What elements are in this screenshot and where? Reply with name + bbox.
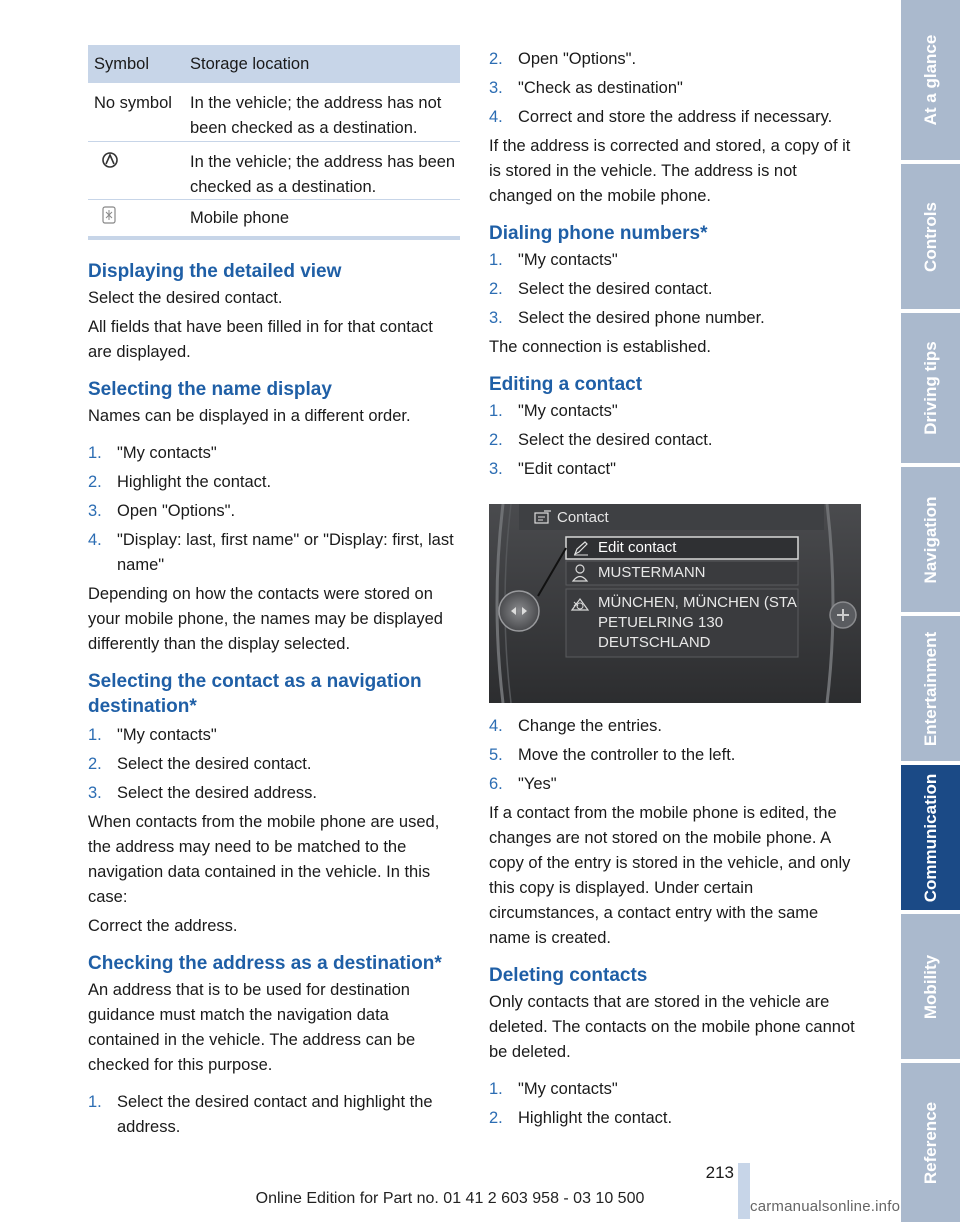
tab-mobility[interactable]: Mobility — [901, 914, 960, 1059]
heading-editing: Editing a contact — [489, 374, 643, 395]
paragraph: All fields that have been filled in for that contact are displayed. — [88, 318, 433, 361]
steps-dialing — [489, 248, 861, 331]
list-item: 1. "My contacts" — [88, 726, 217, 744]
header-symbol: Symbol — [94, 54, 150, 73]
screen-item-edit-contact[interactable]: Edit contact — [598, 539, 677, 556]
paragraph: Correct the address. — [88, 917, 238, 935]
screen-item-address-country: DEUTSCHLAND — [598, 634, 711, 651]
list-item: 2. Highlight the contact. — [88, 473, 272, 491]
tab-controls[interactable]: Controls — [901, 164, 960, 309]
steps-editing-cont — [489, 714, 861, 797]
list-item: 1. "My contacts" — [489, 402, 618, 420]
list-item: 2. Highlight the contact. — [489, 1109, 673, 1127]
paragraph: Names can be displayed in a different order. — [88, 407, 411, 425]
table-row — [88, 142, 460, 200]
steps-editing — [489, 399, 861, 482]
paragraph: When contacts from the mobile phone are used, the address may need to be matched to the navigation data contained in the vehicle. In this case: — [88, 813, 440, 906]
address-phone-icon — [569, 596, 591, 619]
page-number: 213 — [705, 1163, 734, 1182]
list-item: 1. "My contacts" — [489, 1080, 618, 1098]
row-symbol: No symbol — [94, 94, 172, 112]
list-item: 4. Change the entries. — [489, 717, 663, 735]
chapter-sidebar — [901, 0, 960, 1222]
steps-check-address — [88, 1090, 460, 1140]
paragraph: Select the desired contact. — [88, 289, 283, 307]
heading-check-address: Checking the address as a destination* — [88, 953, 442, 974]
left-column — [88, 259, 460, 1140]
row-location: In the vehicle; the address has not been checked as a destination. — [190, 94, 442, 137]
idrive-screenshot — [489, 504, 861, 703]
table-row — [88, 83, 460, 142]
list-item: 3. Select the desired address. — [88, 784, 317, 802]
list-item: 2. Select the desired contact. — [88, 755, 312, 773]
list-item: 1. "My contacts" — [88, 444, 217, 462]
row-location: In the vehicle; the address has been checked as a destination. — [190, 153, 456, 196]
list-item: 2. Select the desired contact. — [489, 431, 713, 449]
list-item: 2. Open "Options". — [489, 50, 637, 68]
screen-item-name[interactable]: MUSTERMANN — [598, 564, 706, 581]
right-column-top — [489, 47, 861, 482]
list-item: 4. Correct and store the address if necessary. — [489, 108, 833, 126]
person-icon — [571, 563, 589, 588]
table-header — [88, 45, 460, 83]
paragraph: Depending on how the contacts were stored on your mobile phone, the names may be displayed differently than the display selected. — [88, 585, 443, 653]
list-item: 1. "My contacts" — [489, 251, 618, 269]
list-item: 3. Select the desired phone number. — [489, 309, 765, 327]
paragraph: Only contacts that are stored in the vehicle are deleted. The contacts on the mobile phone cannot be deleted. — [489, 993, 855, 1061]
tab-reference[interactable]: Reference — [901, 1063, 960, 1222]
paragraph: If the address is corrected and stored, a copy of it is stored in the vehicle. The address is not changed on the mobile phone. — [489, 137, 851, 205]
storage-location-table — [88, 45, 460, 240]
contact-header-icon — [534, 510, 552, 529]
steps-deleting — [489, 1077, 861, 1131]
list-item: 3. Open "Options". — [88, 502, 236, 520]
right-column-bottom — [489, 714, 861, 1131]
steps-check-address-cont — [489, 47, 861, 130]
heading-dialing: Dialing phone numbers* — [489, 223, 708, 244]
watermark: carmanualsonline.info — [750, 1198, 901, 1215]
tab-driving-tips[interactable]: Driving tips — [901, 313, 960, 463]
steps-nav-destination — [88, 723, 460, 806]
heading-detailed-view: Displaying the detailed view — [88, 261, 342, 282]
screen-item-address-city[interactable]: MÜNCHEN, MÜNCHEN (STA — [598, 594, 797, 611]
paragraph: An address that is to be used for destination guidance must match the navigation data contained in the vehicle. The address can be checked for this purpose. — [88, 981, 416, 1074]
list-item: 3. "Edit contact" — [489, 460, 616, 478]
checked-destination-icon — [100, 150, 120, 178]
list-item: 6. "Yes" — [489, 775, 557, 793]
paragraph: If a contact from the mobile phone is edited, the changes are not stored on the mobile phone. A copy of the entry is stored in the vehicle, and only this copy is displayed. Under certain circumstances, a contact entry with the same name is created. — [489, 804, 851, 947]
header-location: Storage location — [190, 54, 310, 73]
paragraph: The connection is established. — [489, 338, 711, 356]
heading-name-display: Selecting the name display — [88, 379, 332, 400]
edit-pencil-icon — [573, 540, 589, 561]
steps-name-display — [88, 441, 460, 578]
table-row — [88, 200, 460, 236]
screen-item-address-street: PETUELRING 130 — [598, 614, 724, 631]
heading-deleting: Deleting contacts — [489, 965, 648, 986]
edition-footer: Online Edition for Part no. 01 41 2 603 958 - 03 10 500 — [255, 1190, 645, 1207]
tab-navigation[interactable]: Navigation — [901, 467, 960, 612]
mobile-phone-icon — [100, 206, 118, 232]
tab-at-a-glance[interactable]: At a glance — [901, 0, 960, 160]
tab-communication[interactable]: Communication — [901, 765, 960, 910]
list-item: 5. Move the controller to the left. — [489, 746, 736, 764]
tab-entertainment[interactable]: Entertainment — [901, 616, 960, 761]
list-item: 2. Select the desired contact. — [489, 280, 713, 298]
list-item: 3. "Check as destination" — [489, 79, 683, 97]
list-item: 1. Select the desired contact and highlight the address. — [88, 1093, 433, 1136]
row-location: Mobile phone — [190, 209, 290, 227]
screen-title: Contact — [557, 509, 609, 526]
list-item: 4. "Display: last, first name" or "Display: first, last name" — [88, 531, 454, 574]
heading-nav-destination: Selecting the contact as a navigation destination* — [88, 671, 422, 717]
table-end-rule — [88, 236, 460, 240]
